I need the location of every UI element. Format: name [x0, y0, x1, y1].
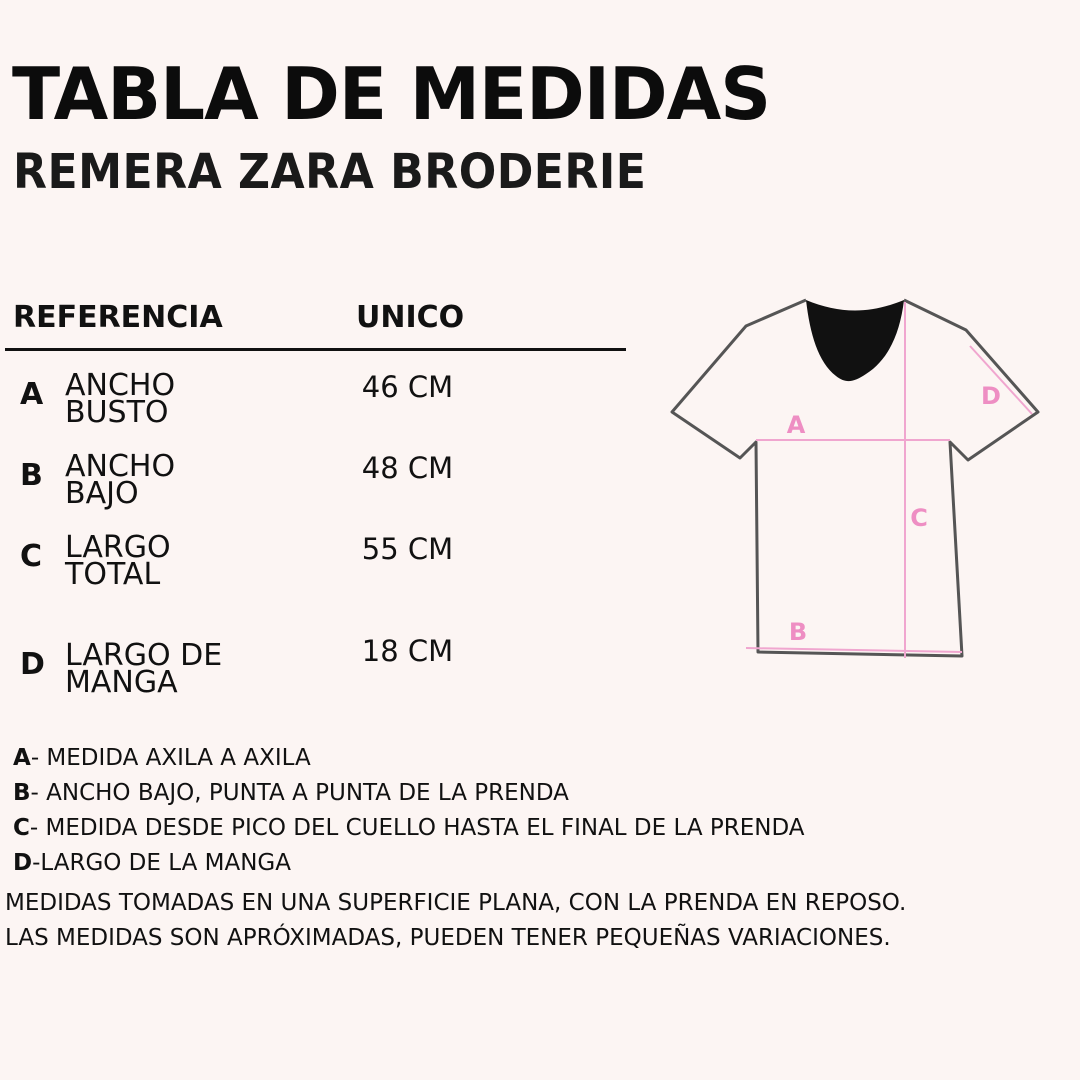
row-label: ANCHO BAJO — [65, 449, 176, 511]
table-header-divider — [5, 348, 626, 351]
row-letter: D — [20, 647, 45, 682]
row-label: LARGO DE MANGA — [65, 638, 223, 700]
collar-shape — [806, 300, 904, 381]
note-line: LAS MEDIDAS SON APRÓXIMADAS, PUEDEN TENER PEQUEÑAS VARIACIONES. — [5, 925, 891, 951]
row-value: 48 CM — [361, 451, 454, 485]
row-value: 46 CM — [361, 370, 454, 404]
note-line: MEDIDAS TOMADAS EN UNA SUPERFICIE PLANA, CON LA PRENDA EN REPOSO. — [5, 890, 907, 916]
legend-item: C- MEDIDA DESDE PICO DEL CUELLO HASTA EL FINAL DE LA PRENDA — [13, 815, 805, 841]
row-label: LARGO TOTAL — [65, 530, 171, 592]
tshirt-diagram — [660, 290, 1050, 680]
row-label: ANCHO BUSTO — [65, 368, 176, 430]
row-value: 18 CM — [361, 634, 454, 668]
measurement-legend — [13, 741, 805, 881]
legend-item: B- ANCHO BAJO, PUNTA A PUNTA DE LA PRENDA — [13, 780, 569, 806]
measurement-notes — [5, 886, 906, 956]
diagram-label-d: D — [981, 382, 1001, 410]
page-title: TABLA DE MEDIDAS — [12, 52, 771, 136]
measure-line-d — [970, 346, 1032, 414]
page-subtitle: REMERA ZARA BRODERIE — [13, 144, 647, 200]
row-letter: C — [20, 539, 43, 574]
row-letter: B — [20, 458, 43, 493]
diagram-label-b: B — [788, 618, 808, 646]
row-value: 55 CM — [361, 532, 454, 566]
column-header-reference: REFERENCIA — [13, 300, 223, 335]
diagram-label-c: C — [910, 504, 928, 532]
column-header-size: UNICO — [356, 300, 465, 335]
row-letter: A — [20, 377, 44, 412]
legend-item: D-LARGO DE LA MANGA — [13, 850, 291, 876]
diagram-label-a: A — [786, 411, 806, 439]
legend-item: A- MEDIDA AXILA A AXILA — [13, 745, 311, 771]
